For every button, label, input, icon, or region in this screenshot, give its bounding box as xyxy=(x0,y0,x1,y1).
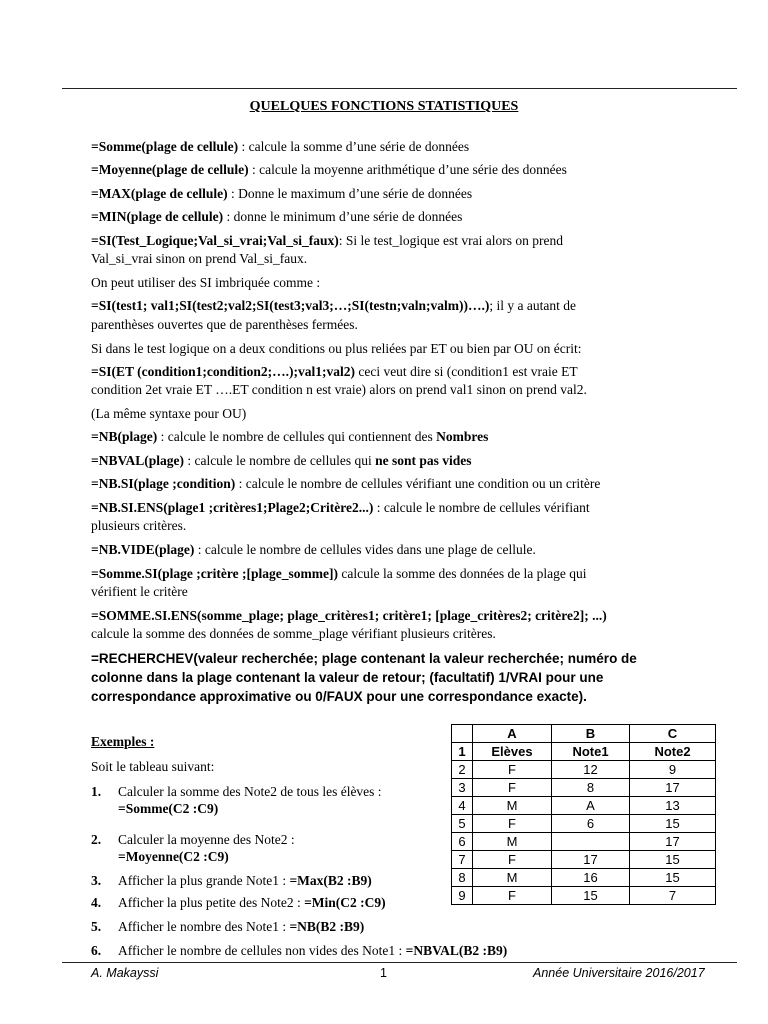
table-cell: 9 xyxy=(630,761,716,779)
function-line-nbsiens: =NB.SI.ENS(plage1 ;critères1;Plage2;Critère2...) : calcule le nombre de cellules vérifiant xyxy=(91,500,590,515)
table-row xyxy=(452,743,716,761)
table-cell: F xyxy=(473,851,552,869)
table-cell: 16 xyxy=(552,869,630,887)
table-cell: Note2 xyxy=(630,743,716,761)
row-header: 1 xyxy=(452,743,473,761)
table-cell: M xyxy=(473,869,552,887)
table-row xyxy=(452,869,716,887)
footer-page-number: 1 xyxy=(380,966,387,980)
row-header: 8 xyxy=(452,869,473,887)
table-row xyxy=(452,815,716,833)
example-item: 6. Afficher le nombre de cellules non vides des Note1 : =NBVAL(B2 :B9) xyxy=(91,943,508,958)
example-item: 4. Afficher la plus petite des Note2 : =Min(C2 :C9) xyxy=(91,895,386,910)
function-line-moyenne: =Moyenne(plage de cellule) : calcule la moyenne arithmétique d’une série des données xyxy=(91,162,567,177)
table-cell: 6 xyxy=(552,815,630,833)
function-line-recherchev-1: =RECHERCHEV(valeur recherchée; plage contenant la valeur recherchée; numéro de xyxy=(91,651,637,666)
table-row xyxy=(452,779,716,797)
table-cell: F xyxy=(473,815,552,833)
table-cell: F xyxy=(473,761,552,779)
function-line-recherchev-3: correspondance approximative ou 0/FAUX pour une correspondance exacte). xyxy=(91,689,587,704)
top-rule xyxy=(62,88,737,89)
table-cell: 17 xyxy=(552,851,630,869)
function-line-si-ou: (La même syntaxe pour OU) xyxy=(91,406,247,421)
row-header: 5 xyxy=(452,815,473,833)
row-header: 6 xyxy=(452,833,473,851)
et-intro: Si dans le test logique on a deux conditions ou plus reliées par ET ou bien par OU on écrit: xyxy=(91,341,582,356)
table-cell: 8 xyxy=(552,779,630,797)
table-cell: A xyxy=(552,797,630,815)
table-cell: 15 xyxy=(630,869,716,887)
function-line-nbval: =NBVAL(plage) : calcule le nombre de cellules qui ne sont pas vides xyxy=(91,453,472,468)
corner-cell xyxy=(452,725,473,743)
column-header: B xyxy=(552,725,630,743)
example-item: 1. Calculer la somme des Note2 de tous les élèves : xyxy=(91,784,382,799)
function-line-nb: =NB(plage) : calcule le nombre de cellules qui contiennent des Nombres xyxy=(91,429,489,444)
function-line-si-et-cont: condition 2et vraie ET ….ET condition n est vraie) alors on prend val1 sinon on prend val2. xyxy=(91,382,587,397)
footer-year: Année Universitaire 2016/2017 xyxy=(533,966,705,980)
table-cell: 15 xyxy=(552,887,630,905)
function-line-si-cont: Val_si_vrai sinon on prend Val_si_faux. xyxy=(91,251,308,266)
table-row xyxy=(452,761,716,779)
footer-rule xyxy=(62,962,737,963)
table-cell: 13 xyxy=(630,797,716,815)
nested-intro: On peut utiliser des SI imbriquée comme : xyxy=(91,275,321,290)
table-row xyxy=(452,833,716,851)
example-formula: =Moyenne(C2 :C9) xyxy=(118,849,229,864)
row-header: 2 xyxy=(452,761,473,779)
table-cell: M xyxy=(473,833,552,851)
example-formula: =Somme(C2 :C9) xyxy=(118,801,219,816)
function-line-sommesiens: =SOMME.SI.ENS(somme_plage; plage_critères1; critère1; [plage_critères2; critère2]; ...) xyxy=(91,608,607,623)
function-line-sommesiens-cont: calcule la somme des données de somme_plage vérifiant plusieurs critères. xyxy=(91,626,496,641)
examples-intro: Soit le tableau suivant: xyxy=(91,759,215,774)
function-line-min: =MIN(plage de cellule) : donne le minimum d’une série de données xyxy=(91,209,463,224)
table-cell: 15 xyxy=(630,851,716,869)
row-header: 4 xyxy=(452,797,473,815)
function-line-nested-si: =SI(test1; val1;SI(test2;val2;SI(test3;val3;…;SI(testn;valn;valm))….); il y a autant de xyxy=(91,298,576,313)
function-line-max: =MAX(plage de cellule) : Donne le maximum d’une série de données xyxy=(91,186,473,201)
function-line-nbsiens-cont: plusieurs critères. xyxy=(91,518,187,533)
function-line-nbsi: =NB.SI(plage ;condition) : calcule le nombre de cellules vérifiant une condition ou un critère xyxy=(91,476,601,491)
spreadsheet-table xyxy=(451,724,716,905)
function-line-nbvide: =NB.VIDE(plage) : calcule le nombre de cellules vides dans une plage de cellule. xyxy=(91,542,536,557)
example-item: 5. Afficher le nombre des Note1 : =NB(B2 :B9) xyxy=(91,919,365,934)
footer-author: A. Makayssi xyxy=(91,966,159,980)
function-line-sommesi: =Somme.SI(plage ;critère ;[plage_somme]) calcule la somme des données de la plage qui xyxy=(91,566,587,581)
table-row xyxy=(452,851,716,869)
column-header: C xyxy=(630,725,716,743)
table-cell: 17 xyxy=(630,833,716,851)
function-line-si-et: =SI(ET (condition1;condition2;….);val1;val2) ceci veut dire si (condition1 est vraie ET xyxy=(91,364,578,379)
table-cell: F xyxy=(473,779,552,797)
function-line-si: =SI(Test_Logique;Val_si_vrai;Val_si_faux): Si le test_logique est vrai alors on prend xyxy=(91,233,563,248)
function-line-recherchev-2: colonne dans la plage contenant la valeur de retour; (facultatif) 1/VRAI pour une xyxy=(91,670,604,685)
column-header: A xyxy=(473,725,552,743)
table-cell: 12 xyxy=(552,761,630,779)
examples-heading: Exemples : xyxy=(91,734,155,749)
example-item: 3. Afficher la plus grande Note1 : =Max(B2 :B9) xyxy=(91,873,372,888)
table-cell: M xyxy=(473,797,552,815)
function-line-sommesi-cont: vérifient le critère xyxy=(91,584,188,599)
function-line-somme: =Somme(plage de cellule) : calcule la somme d’une série de données xyxy=(91,139,470,154)
table-cell xyxy=(552,833,630,851)
table-row xyxy=(452,887,716,905)
table-cell: 15 xyxy=(630,815,716,833)
table-cell: 7 xyxy=(630,887,716,905)
table-row xyxy=(452,797,716,815)
row-header: 7 xyxy=(452,851,473,869)
page-title: QUELQUES FONCTIONS STATISTIQUES xyxy=(249,99,519,114)
table-cell: F xyxy=(473,887,552,905)
table-cell: 17 xyxy=(630,779,716,797)
function-line-nested-cont: parenthèses ouvertes que de parenthèses fermées. xyxy=(91,317,358,332)
table-cell: Elèves xyxy=(473,743,552,761)
row-header: 3 xyxy=(452,779,473,797)
row-header: 9 xyxy=(452,887,473,905)
example-item: 2. Calculer la moyenne des Note2 : xyxy=(91,832,295,847)
column-header-row xyxy=(452,725,716,743)
table-cell: Note1 xyxy=(552,743,630,761)
